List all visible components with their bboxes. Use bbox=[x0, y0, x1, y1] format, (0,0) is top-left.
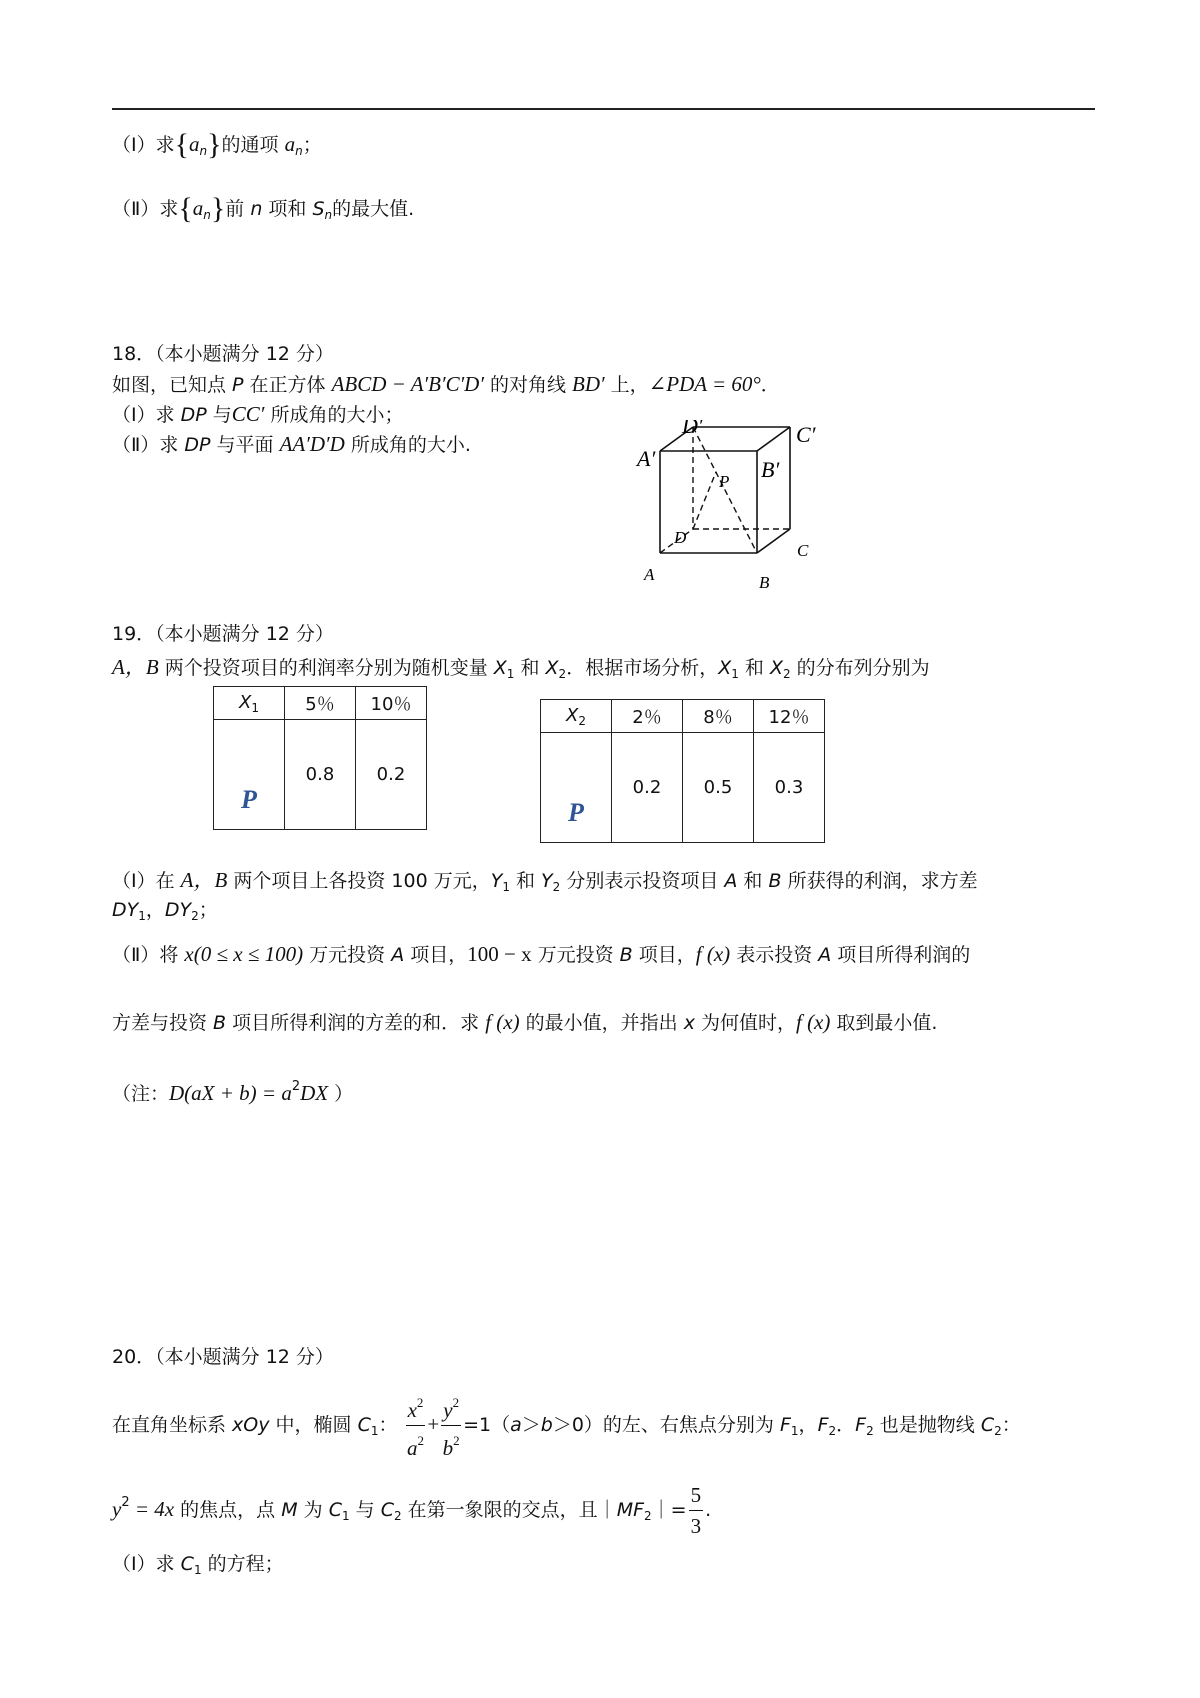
table2-header-cell: $X_2$ bbox=[541, 700, 612, 733]
edge-BpCp bbox=[757, 427, 790, 451]
q19-part2-line1: （Ⅱ）将 x(0 ≤ x ≤ 100) 万元投资 A 项目，100 − x 万元投资 B 项目，f (x) 表示投资 A 项目所得利润的 bbox=[112, 942, 971, 966]
header-rule bbox=[112, 108, 1095, 110]
label-D: D bbox=[674, 528, 687, 547]
table2-value-cell: 0.5 bbox=[683, 733, 754, 843]
table2-header-cell: 2％ bbox=[612, 700, 683, 733]
fraction-x-over-a: $\frac{x^2}{a^2}$ bbox=[406, 1388, 426, 1463]
label-Dp: D′ bbox=[682, 420, 703, 438]
q20-line2: $y^2 = 4x$ 的焦点，点 M 为 $C_1$ 与 $C_2$ 在第一象限的交点，且$|MF_2|=$ $\frac{5}{3}$ . bbox=[112, 1468, 711, 1551]
distribution-table-x1 bbox=[213, 686, 427, 830]
q19-part1-line2: $DY_1$，$DY_2$； bbox=[112, 899, 218, 923]
table1-value-cell: 0.2 bbox=[356, 720, 427, 830]
label-C: C bbox=[797, 541, 809, 560]
fraction-y-over-b: $\frac{y^2}{b^2}$ bbox=[441, 1388, 461, 1463]
label-Cp: C′ bbox=[796, 422, 816, 447]
q19-part2-line2: 方差与投资 B 项目所得利润的方差的和．求 f (x) 的最小值，并指出 x 为何值时，f (x) 取到最小值. bbox=[112, 1010, 938, 1034]
q19-note: （注：$D(aX + b) = a^2DX$ ） bbox=[112, 1079, 354, 1105]
q19-part1-line1: （Ⅰ）在 A，B 两个项目上各投资 100 万元，$Y_1$ 和 $Y_2$ 分别表示投资项目 A 和 B 所获得的利润，求方差 bbox=[112, 868, 978, 894]
q19-intro: A，B 两个投资项目的利润率分别为随机变量 $X_1$ 和 $X_2$．根据市场分析，$X_1$ 和 $X_2$ 的分布列分别为 bbox=[112, 655, 930, 681]
table1-header-cell: 10％ bbox=[356, 687, 427, 720]
q18-intro: 如图，已知点 P 在正方体 ABCD − A′B′C′D′ 的对角线 BD′ 上，∠PDA = 60°． bbox=[112, 372, 780, 396]
edge-BC bbox=[757, 529, 790, 553]
q18-part2: （Ⅱ）求 DP 与平面 AA′D′D 所成角的大小. bbox=[112, 432, 471, 456]
table1-header-cell: $X_1$ bbox=[214, 687, 285, 720]
q19-header: 19．（本小题满分 12 分） bbox=[112, 623, 334, 645]
table2-value-cell: 0.2 bbox=[612, 733, 683, 843]
table2-p-label: P bbox=[541, 733, 612, 843]
q18-header: 18．（本小题满分 12 分） bbox=[112, 343, 334, 365]
fraction-5-over-3: $\frac{5}{3}$ bbox=[689, 1480, 704, 1541]
q20-line1: 在直角坐标系 xOy 中，椭圆 $C_1$： $\frac{x^2}{a^2}$ + $\frac{y^2}{b^2}$ =1（a＞b＞0）的左、右焦点分别为 $F_1$，$F_2$．$F_2$ 也是抛物线 $C_2$： bbox=[112, 1388, 1021, 1466]
q17-part1: （Ⅰ）求$\{a_n\}$的通项 $a_n$； bbox=[112, 128, 322, 161]
distribution-table-x2 bbox=[540, 699, 825, 843]
label-B: B bbox=[759, 573, 770, 592]
table2-value-cell: 0.3 bbox=[754, 733, 825, 843]
q20-part1: （Ⅰ）求 $C_1$ 的方程； bbox=[112, 1553, 284, 1577]
q20-header: 20．（本小题满分 12 分） bbox=[112, 1346, 334, 1368]
q18-part1: （Ⅰ）求 DP 与CC′ 所成角的大小； bbox=[112, 402, 404, 426]
table1-value-cell: 0.8 bbox=[285, 720, 356, 830]
table2-header-cell: 8％ bbox=[683, 700, 754, 733]
seg-DP bbox=[693, 472, 716, 529]
table1-header-cell: 5％ bbox=[285, 687, 356, 720]
table2-header-cell: 12％ bbox=[754, 700, 825, 733]
table1-p-label: P bbox=[214, 720, 285, 830]
q17-part2: （Ⅱ）求$\{a_n\}$前 n 项和 $S_n$的最大值. bbox=[112, 192, 415, 225]
label-A: A bbox=[644, 565, 655, 584]
label-P: P bbox=[719, 472, 730, 491]
cube-figure bbox=[630, 420, 820, 595]
label-Bp: B′ bbox=[761, 457, 780, 482]
label-Ap: A′ bbox=[637, 446, 656, 471]
